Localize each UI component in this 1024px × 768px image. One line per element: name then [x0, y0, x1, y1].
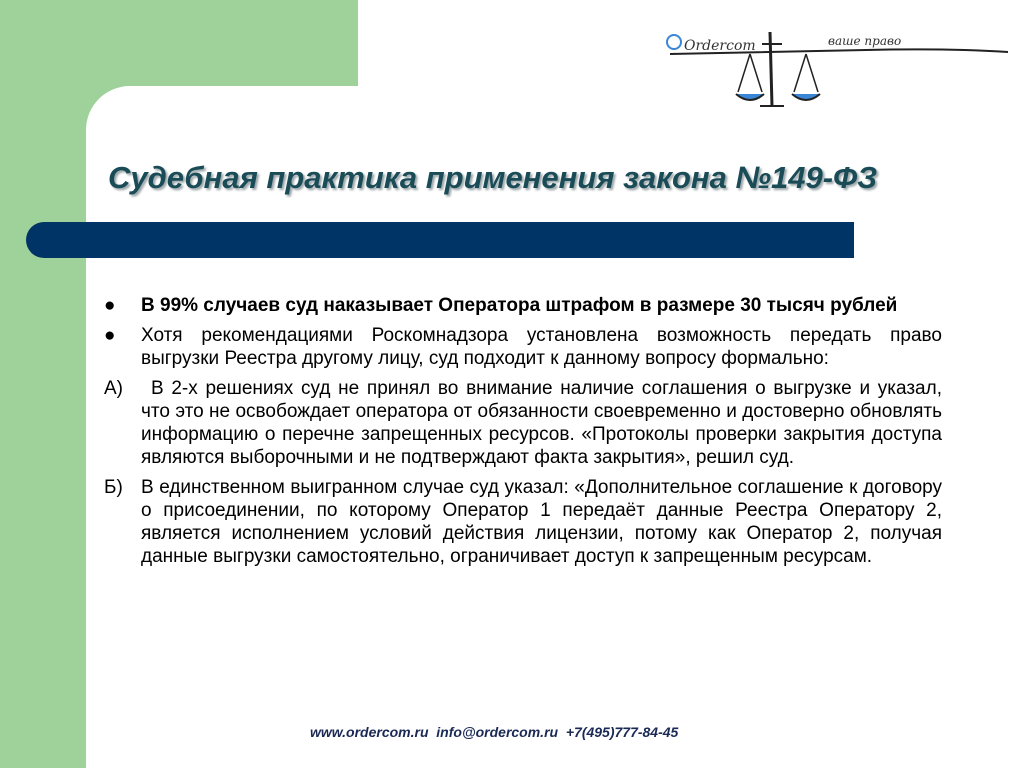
list-item-text: В 99% случаев суд наказывает Оператора штрафом в размере 30 тысяч рублей — [141, 295, 898, 316]
title-underline-bar — [26, 222, 854, 258]
email-link[interactable]: info@ordercom.ru — [436, 724, 559, 740]
website-link[interactable]: www.ordercom.ru — [310, 724, 429, 740]
list-item — [104, 377, 942, 469]
logo-slogan: ваше право — [828, 34, 902, 48]
ordercom-logo — [666, 14, 1012, 114]
list-item-text: Хотя рекомендациями Роскомнадзора установлена возможность передать право выгрузки Реестра другому лицу, суд подходит к данному вопросу формально: — [141, 325, 942, 369]
list-item — [104, 476, 942, 568]
list-item-text: В 2-х решениях суд не принял во внимание наличие соглашения о выгрузке и указал, что это не освобождает оператора от обязанности своевременно и достоверно обновлять информацию о перечне запрещенных ресурсов. «Протоколы проверки закрытия доступа являются выборочными и не подтверждают факта закрытия», решил суд. — [141, 378, 942, 468]
content-list — [104, 294, 942, 575]
list-item — [104, 294, 942, 317]
scales-icon — [666, 14, 1012, 114]
phone-number: +7(495)777-84-45 — [565, 724, 679, 740]
item-letter: Б) — [104, 477, 123, 498]
page-title: Судебная практика применения закона №149-ФЗ — [108, 160, 878, 195]
footer-contacts — [310, 724, 678, 740]
bullet-marker: ● — [104, 295, 116, 316]
logo-o-mark — [666, 34, 682, 50]
item-letter: А) — [104, 378, 123, 399]
logo-name: Ordercom — [684, 38, 756, 54]
list-item — [104, 324, 942, 370]
list-item-text: В единственном выигранном случае суд указал: «Дополнительное соглашение к договору о присоединении, по которому Оператор 1 передаёт данные Реестра Оператору 2, является исполнением условий действия лицензии, потому как Оператор 2, получая данные выгрузки самостоятельно, ограничивает доступ к запрещенным ресурсам. — [141, 477, 942, 567]
bullet-marker: ● — [104, 325, 116, 346]
